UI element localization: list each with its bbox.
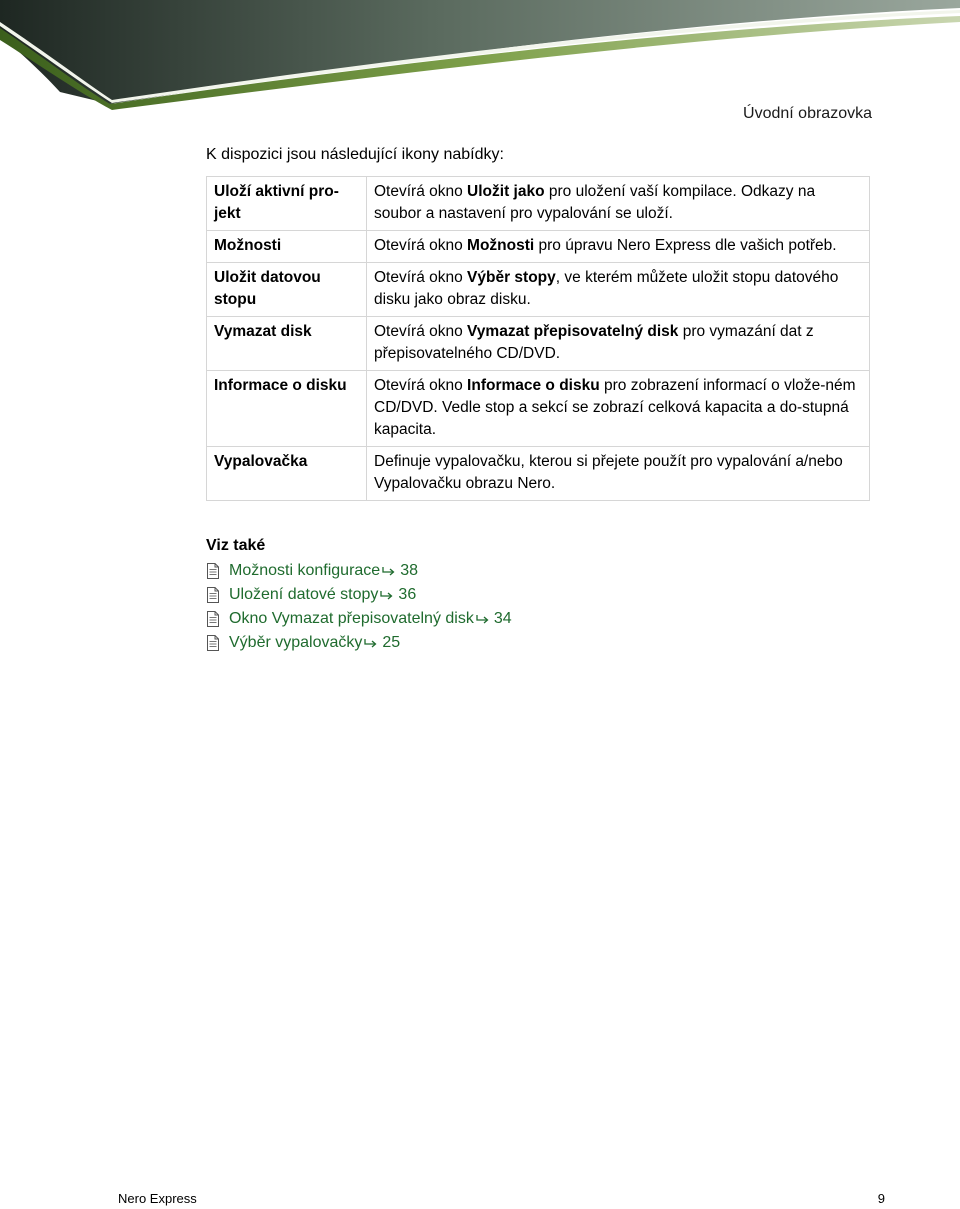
see-also-link-label: Možnosti konfigurace	[229, 562, 381, 579]
footer-page-number: 9	[877, 1191, 885, 1206]
see-also-link-page: 38	[400, 562, 418, 579]
see-also-link-label: Uložení datové stopy	[229, 586, 379, 603]
section-title: Úvodní obrazovka	[743, 105, 872, 122]
arrow-right-icon	[380, 590, 394, 600]
see-also-section	[206, 535, 512, 655]
menu-item-description	[367, 371, 870, 447]
arrow-right-icon	[364, 638, 378, 648]
see-also-title: Viz také	[206, 537, 266, 554]
description-text: Otevírá okno	[374, 377, 468, 394]
footer-product: Nero Express	[118, 1191, 197, 1206]
intro-text: K dispozici jsou následující ikony nabídky:	[206, 146, 504, 163]
arrow-right-icon	[476, 614, 490, 624]
table-row	[207, 263, 870, 317]
menu-item-name: Vymazat disk	[207, 317, 367, 371]
document-icon	[206, 635, 220, 651]
description-text: Otevírá okno	[374, 237, 468, 254]
window-name: Výběr stopy	[467, 269, 556, 286]
description-text: pro vymazání dat z přepisovatelného CD/DVD.	[374, 323, 814, 362]
description-text: Otevírá okno	[374, 323, 468, 340]
description-text: Otevírá okno	[374, 183, 468, 200]
table-row	[207, 177, 870, 231]
see-also-link[interactable]	[206, 631, 512, 655]
menu-item-description	[367, 177, 870, 231]
see-also-link-label: Okno Vymazat přepisovatelný disk	[229, 610, 474, 627]
description-text: Definuje vypalovačku, kterou si přejete použít pro vypalování a/nebo Vypalovačku obrazu Nero.	[374, 453, 843, 492]
description-text: Otevírá okno	[374, 269, 468, 286]
see-also-link[interactable]	[206, 583, 512, 607]
menu-item-description	[367, 447, 870, 501]
table-row	[207, 231, 870, 263]
table-row	[207, 447, 870, 501]
see-also-link-page: 25	[382, 634, 401, 651]
arrow-right-icon	[382, 566, 396, 576]
menu-item-name: Informace o disku	[207, 371, 367, 447]
menu-item-description	[367, 317, 870, 371]
see-also-link-page: 36	[398, 586, 417, 603]
table-row	[207, 371, 870, 447]
description-text: pro úpravu Nero Express dle vašich potřeb.	[534, 237, 837, 254]
description-text: , ve kterém můžete uložit stopu datového disku jako obraz disku.	[374, 269, 839, 308]
document-icon	[206, 611, 220, 627]
see-also-link-label: Výběr vypalovačky	[229, 634, 363, 651]
see-also-link[interactable]	[206, 559, 512, 583]
menu-item-description	[367, 231, 870, 263]
menu-icons-table	[206, 176, 870, 501]
description-text: pro uložení vaší kompilace. Odkazy na soubor a nastavení pro vypalování se uloží.	[374, 183, 816, 222]
table-row	[207, 317, 870, 371]
menu-item-description	[367, 263, 870, 317]
menu-item-name: Vypalovačka	[207, 447, 367, 501]
window-name: Možnosti	[467, 237, 535, 254]
description-text: pro zobrazení informací o vlože-ném CD/DVD. Vedle stop a sekcí se zobrazí celková kapacita a do-stupná kapacita.	[374, 377, 856, 438]
document-icon	[206, 587, 220, 603]
menu-item-name: Uloží aktivní pro-jekt	[207, 177, 367, 231]
window-name: Uložit jako	[467, 183, 545, 200]
see-also-link-page: 34	[493, 610, 512, 627]
document-icon	[206, 563, 220, 579]
menu-item-name: Uložit datovou stopu	[207, 263, 367, 317]
header-swoosh-graphic	[0, 0, 960, 110]
see-also-link[interactable]	[206, 607, 512, 631]
window-name: Informace o disku	[467, 377, 600, 394]
menu-item-name: Možnosti	[207, 231, 367, 263]
window-name: Vymazat přepisovatelný disk	[467, 323, 679, 340]
